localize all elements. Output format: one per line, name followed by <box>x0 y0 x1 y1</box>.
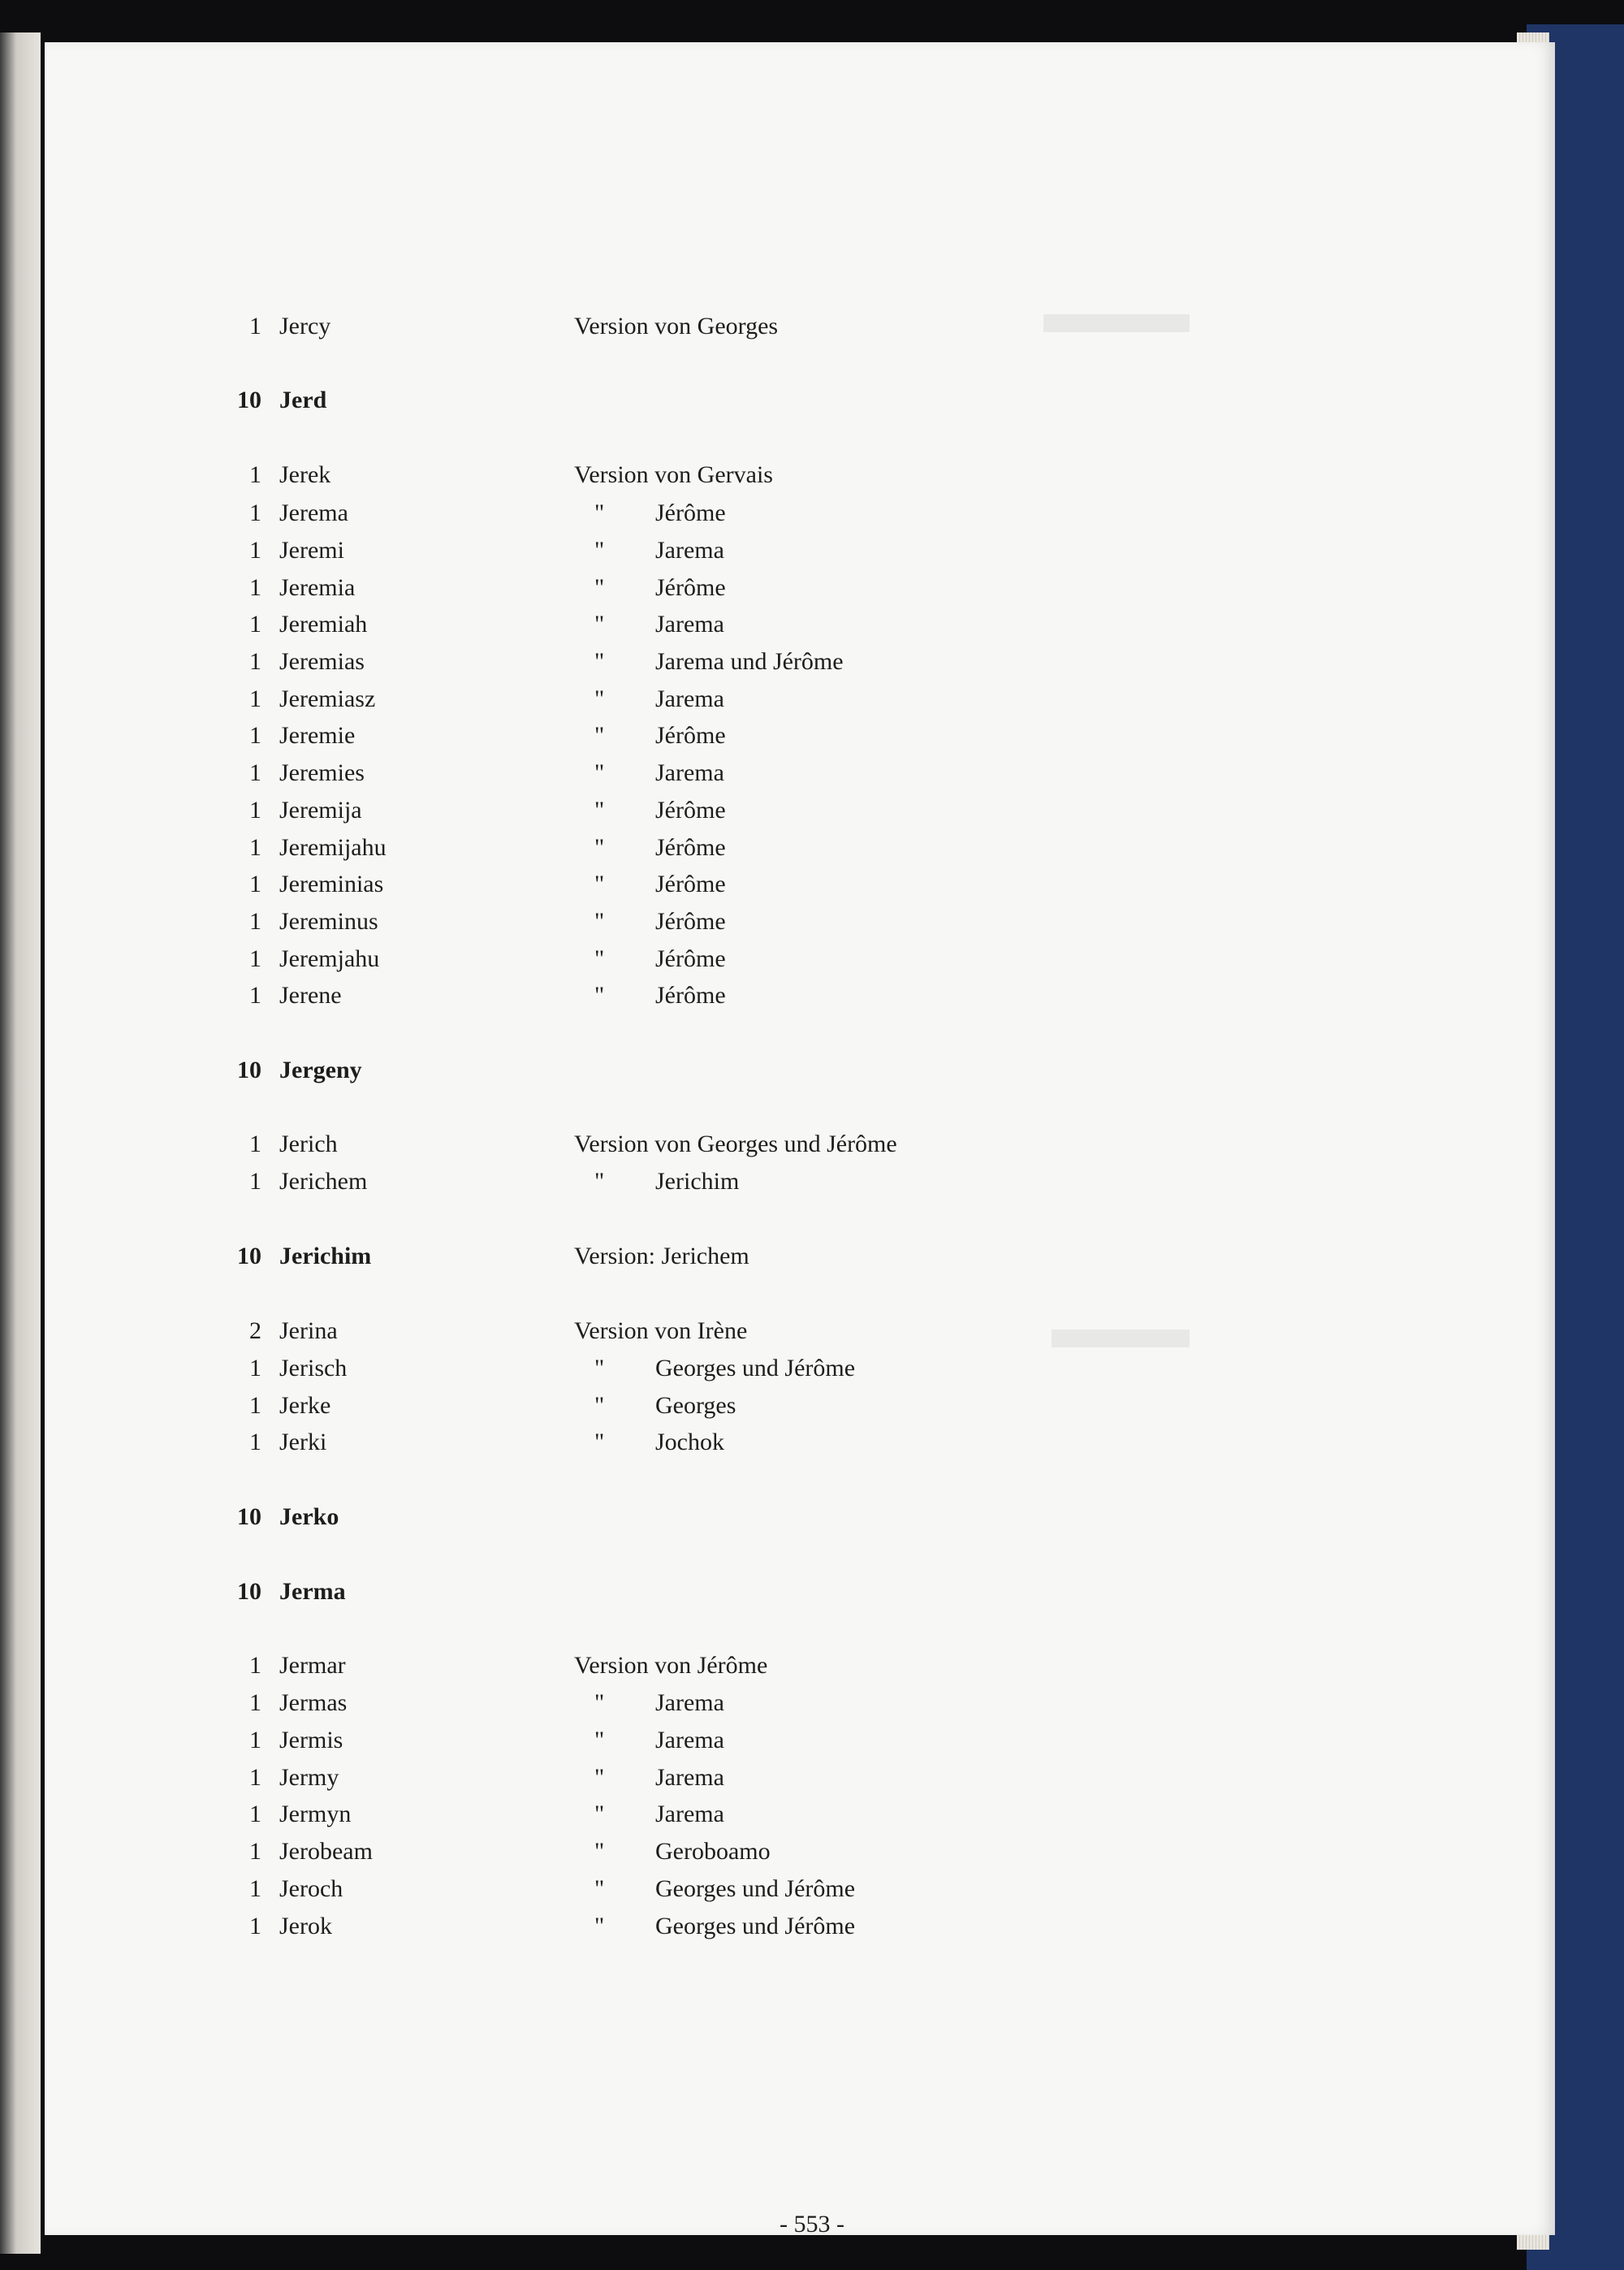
entry-count: 10 <box>237 1057 261 1083</box>
entry-target: Jarema <box>655 1764 724 1791</box>
entry-name: Jerd <box>279 387 327 413</box>
entry-count: 1 <box>249 537 261 564</box>
index-entry <box>197 1727 1090 1764</box>
index-entry <box>197 537 1090 574</box>
entry-name: Jerisch <box>279 1355 348 1381</box>
entry-version: Version von Georges <box>574 313 779 339</box>
entry-count: 1 <box>249 1392 261 1419</box>
index-entry <box>197 1317 1090 1355</box>
ditto-mark: " <box>594 1875 605 1902</box>
entry-target: Jarema und Jérôme <box>655 648 844 675</box>
entry-name: Jeremija <box>279 797 362 824</box>
entry-name: Jerichim <box>279 1243 372 1269</box>
ditto-mark: " <box>594 834 605 861</box>
entry-count: 10 <box>237 1578 261 1605</box>
index-entry <box>197 908 1090 945</box>
entry-name: Jerma <box>279 1578 346 1605</box>
entry-count: 1 <box>249 1727 261 1753</box>
entry-name: Jerene <box>279 982 342 1009</box>
entry-version: Version von Jérôme <box>574 1652 768 1679</box>
entry-count: 1 <box>249 871 261 897</box>
entry-version: Version von Gervais <box>574 461 773 488</box>
ditto-mark: " <box>594 982 605 1009</box>
ditto-mark: " <box>594 945 605 972</box>
index-entry <box>197 1503 1090 1541</box>
entry-target: Jochok <box>655 1429 724 1455</box>
entry-count: 1 <box>249 759 261 786</box>
ditto-mark: " <box>594 908 605 935</box>
entry-count: 1 <box>249 908 261 935</box>
index-entry <box>197 1652 1090 1689</box>
index-entry <box>197 1243 1090 1280</box>
index-entry <box>197 648 1090 685</box>
entry-count: 1 <box>249 1168 261 1195</box>
index-entry <box>197 1875 1090 1913</box>
entry-name: Jeremi <box>279 537 344 564</box>
entry-count: 1 <box>249 611 261 638</box>
entry-count: 1 <box>249 574 261 601</box>
index-entry <box>197 1764 1090 1801</box>
entry-count: 1 <box>249 982 261 1009</box>
entry-name: Jeremijahu <box>279 834 387 861</box>
entry-name: Jergeny <box>279 1057 362 1083</box>
entry-target: Jérôme <box>655 945 726 972</box>
entry-target: Jarema <box>655 1727 724 1753</box>
ditto-mark: " <box>594 722 605 749</box>
entry-count: 2 <box>249 1317 261 1344</box>
entry-count: 1 <box>249 1131 261 1157</box>
entry-target: Jérôme <box>655 499 726 526</box>
index-entry <box>197 1057 1090 1094</box>
index-entry <box>197 499 1090 537</box>
entry-target: Georges und Jérôme <box>655 1913 856 1939</box>
ditto-mark: " <box>594 1727 605 1753</box>
index-entry <box>197 611 1090 648</box>
entry-target: Jérôme <box>655 574 726 601</box>
entry-name: Jerema <box>279 499 348 526</box>
entry-count: 1 <box>249 945 261 972</box>
entry-name: Jereminus <box>279 908 378 935</box>
ditto-mark: " <box>594 1838 605 1865</box>
ditto-mark: " <box>594 1168 605 1195</box>
entry-name: Jermis <box>279 1727 343 1753</box>
index-entry <box>197 313 1090 350</box>
entry-target: Georges und Jérôme <box>655 1355 856 1381</box>
entry-version: Version von Irène <box>574 1317 748 1344</box>
index-entry <box>197 1429 1090 1466</box>
ditto-mark: " <box>594 611 605 638</box>
entry-target: Jérôme <box>655 908 726 935</box>
ditto-mark: " <box>594 574 605 601</box>
index-entry <box>197 387 1090 424</box>
entry-name: Jeremjahu <box>279 945 380 972</box>
index-entry <box>197 1131 1090 1168</box>
entry-target: Jarema <box>655 611 724 638</box>
entry-count: 1 <box>249 1913 261 1939</box>
entry-count: 1 <box>249 797 261 824</box>
entry-name: Jerichem <box>279 1168 368 1195</box>
index-entry <box>197 834 1090 871</box>
ditto-mark: " <box>594 1355 605 1381</box>
entry-name: Jeremias <box>279 648 365 675</box>
ditto-mark: " <box>594 797 605 824</box>
entry-count: 10 <box>237 1243 261 1269</box>
entry-count: 1 <box>249 1764 261 1791</box>
ditto-mark: " <box>594 1429 605 1455</box>
entry-count: 1 <box>249 1355 261 1381</box>
index-entry <box>197 982 1090 1019</box>
entry-target: Jérôme <box>655 834 726 861</box>
entry-name: Jermy <box>279 1764 339 1791</box>
entry-name: Jermyn <box>279 1801 352 1827</box>
entry-count: 10 <box>237 1503 261 1530</box>
entry-count: 1 <box>249 499 261 526</box>
entry-target: Jérôme <box>655 871 726 897</box>
entry-target: Jérôme <box>655 982 726 1009</box>
entry-target: Jarema <box>655 537 724 564</box>
index-entry <box>197 722 1090 759</box>
entry-name: Jeremie <box>279 722 356 749</box>
entry-name: Jerek <box>279 461 331 488</box>
previous-page-edge <box>0 32 41 2254</box>
entry-name: Jeremia <box>279 574 356 601</box>
entry-count: 1 <box>249 1875 261 1902</box>
entry-count: 1 <box>249 461 261 488</box>
entry-name: Jercy <box>279 313 331 339</box>
entry-count: 1 <box>249 1801 261 1827</box>
entry-target: Jarema <box>655 1801 724 1827</box>
entry-target: Jarema <box>655 685 724 712</box>
ditto-mark: " <box>594 871 605 897</box>
entry-name: Jeremiasz <box>279 685 376 712</box>
entry-name: Jereminias <box>279 871 384 897</box>
ditto-mark: " <box>594 537 605 564</box>
entry-name: Jerok <box>279 1913 332 1939</box>
entry-target: Georges <box>655 1392 736 1419</box>
entry-name: Jermas <box>279 1689 348 1716</box>
entry-name: Jerina <box>279 1317 338 1344</box>
entry-count: 1 <box>249 1838 261 1865</box>
ditto-mark: " <box>594 1913 605 1939</box>
ditto-mark: " <box>594 1689 605 1716</box>
entry-name: Jerobeam <box>279 1838 373 1865</box>
index-entry <box>197 871 1090 908</box>
index-entry <box>197 685 1090 723</box>
ditto-mark: " <box>594 499 605 526</box>
index-entry <box>197 1801 1090 1838</box>
ditto-mark: " <box>594 759 605 786</box>
index-entry <box>197 1578 1090 1615</box>
index-entry <box>197 574 1090 612</box>
ditto-mark: " <box>594 1801 605 1827</box>
entry-target: Jarema <box>655 759 724 786</box>
entry-count: 1 <box>249 834 261 861</box>
entry-name: Jerich <box>279 1131 338 1157</box>
index-entry <box>197 797 1090 834</box>
entry-count: 1 <box>249 1652 261 1679</box>
index-entry <box>197 1913 1090 1950</box>
entry-target: Geroboamo <box>655 1838 771 1865</box>
entry-target: Jérôme <box>655 722 726 749</box>
index-entry <box>197 1355 1090 1392</box>
index-entry <box>197 1392 1090 1429</box>
page-number: - 553 - <box>780 2211 844 2238</box>
entry-version: Version: Jerichem <box>574 1243 749 1269</box>
index-entry <box>197 945 1090 983</box>
entry-count: 1 <box>249 1429 261 1455</box>
entry-count: 1 <box>249 313 261 339</box>
entry-count: 1 <box>249 685 261 712</box>
entry-name: Jeremiah <box>279 611 368 638</box>
entry-name: Jerke <box>279 1392 331 1419</box>
index-entry <box>197 1689 1090 1727</box>
index-entry <box>197 759 1090 797</box>
entry-target: Jarema <box>655 1689 724 1716</box>
entry-count: 1 <box>249 722 261 749</box>
index-entry <box>197 1168 1090 1205</box>
ditto-mark: " <box>594 685 605 712</box>
ditto-mark: " <box>594 1392 605 1419</box>
entry-name: Jeremies <box>279 759 365 786</box>
entry-name: Jerko <box>279 1503 339 1530</box>
ditto-mark: " <box>594 648 605 675</box>
index-entry <box>197 461 1090 499</box>
entry-count: 1 <box>249 1689 261 1716</box>
entry-name: Jermar <box>279 1652 346 1679</box>
ditto-mark: " <box>594 1764 605 1791</box>
entry-count: 1 <box>249 648 261 675</box>
index-entry <box>197 1838 1090 1875</box>
entry-name: Jeroch <box>279 1875 343 1902</box>
entry-target: Jerichim <box>655 1168 740 1195</box>
entry-target: Georges und Jérôme <box>655 1875 856 1902</box>
entry-count: 10 <box>237 387 261 413</box>
entry-name: Jerki <box>279 1429 327 1455</box>
entry-version: Version von Georges und Jérôme <box>574 1131 897 1157</box>
entry-target: Jérôme <box>655 797 726 824</box>
